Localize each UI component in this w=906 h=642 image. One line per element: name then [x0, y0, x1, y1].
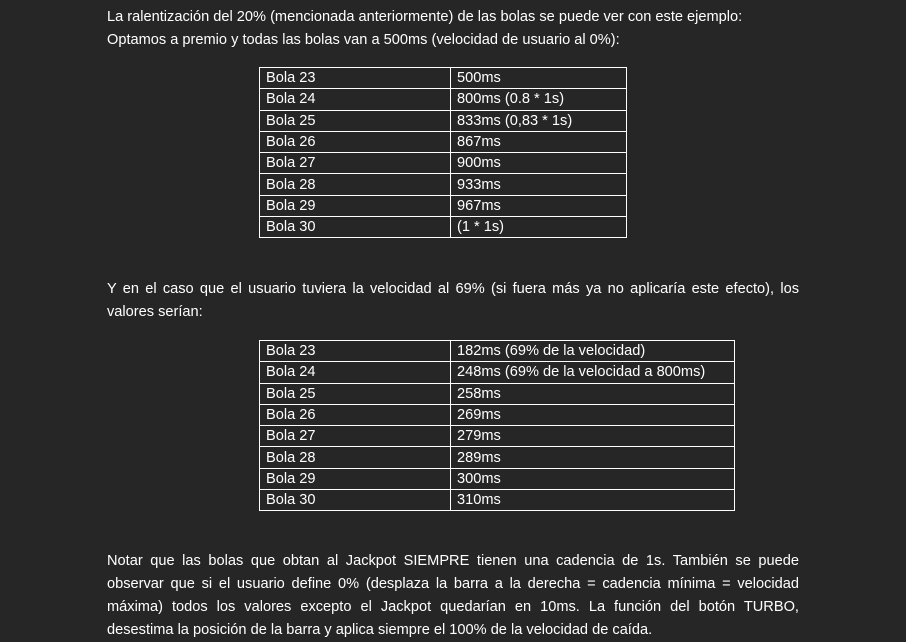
speed-cell: 800ms (0.8 * 1s)	[451, 89, 627, 110]
ball-cell: Bola 23	[260, 68, 451, 89]
table-row	[260, 153, 627, 174]
speed-cell: 289ms	[451, 447, 735, 468]
speed-cell: 833ms (0,83 * 1s)	[451, 110, 627, 131]
table-row	[260, 131, 627, 152]
speed-cell: 500ms	[451, 68, 627, 89]
ball-cell: Bola 28	[260, 174, 451, 195]
speed-cell: 182ms (69% de la velocidad)	[451, 341, 735, 362]
note-line: observar que si el usuario define 0% (desplaza la barra a la derecha = cadencia mínima = velocidad	[107, 576, 799, 592]
ball-cell: Bola 30	[260, 490, 451, 511]
speed-cell: 310ms	[451, 490, 735, 511]
note-line: desestima la posición de la barra y aplica siempre el 100% de la velocidad de caída.	[107, 622, 653, 638]
note-line: máxima) todos los valores excepto el Jackpot quedarían en 10ms. La función del botón TURBO,	[107, 599, 799, 615]
intro-line: Optamos a premio y todas las bolas van a 500ms (velocidad de usuario al 0%):	[107, 32, 620, 48]
speed-cell: 258ms	[451, 383, 735, 404]
ball-cell: Bola 23	[260, 341, 451, 362]
table-row	[260, 362, 735, 383]
ball-cell: Bola 28	[260, 447, 451, 468]
ball-cell: Bola 27	[260, 426, 451, 447]
ball-cell: Bola 29	[260, 195, 451, 216]
speed-table-user-69	[259, 340, 735, 511]
table-row	[260, 383, 735, 404]
table-row	[260, 490, 735, 511]
speed-cell: (1 * 1s)	[451, 217, 627, 238]
table-row	[260, 68, 627, 89]
ball-cell: Bola 29	[260, 468, 451, 489]
table-row	[260, 89, 627, 110]
table-row	[260, 217, 627, 238]
table-row	[260, 426, 735, 447]
ball-cell: Bola 25	[260, 383, 451, 404]
speed-cell: 269ms	[451, 404, 735, 425]
ball-cell: Bola 25	[260, 110, 451, 131]
table-row	[260, 174, 627, 195]
speed-cell: 300ms	[451, 468, 735, 489]
speed-cell: 867ms	[451, 131, 627, 152]
speed-table-user-0	[259, 67, 627, 238]
intro-line: La ralentización del 20% (mencionada anteriormente) de las bolas se puede ver con este ejemplo:	[107, 9, 743, 25]
ball-cell: Bola 24	[260, 362, 451, 383]
ball-cell: Bola 26	[260, 404, 451, 425]
speed-cell: 900ms	[451, 153, 627, 174]
table-row	[260, 341, 735, 362]
speed-cell: 967ms	[451, 195, 627, 216]
table-row	[260, 447, 735, 468]
note-line: Notar que las bolas que obtan al Jackpot SIEMPRE tienen una cadencia de 1s. También se puede	[107, 553, 799, 569]
ball-cell: Bola 27	[260, 153, 451, 174]
intro-paragraph	[107, 6, 799, 52]
note-paragraph	[107, 550, 799, 642]
second-case-line: Y en el caso que el usuario tuviera la velocidad al 69% (si fuera más ya no aplicaría este efecto), los	[107, 281, 799, 297]
ball-cell: Bola 30	[260, 217, 451, 238]
table-row	[260, 195, 627, 216]
speed-cell: 933ms	[451, 174, 627, 195]
second-case-line: valores serían:	[107, 304, 203, 320]
ball-cell: Bola 24	[260, 89, 451, 110]
ball-cell: Bola 26	[260, 131, 451, 152]
table-row	[260, 404, 735, 425]
speed-cell: 248ms (69% de la velocidad a 800ms)	[451, 362, 735, 383]
table-row	[260, 468, 735, 489]
speed-cell: 279ms	[451, 426, 735, 447]
table-row	[260, 110, 627, 131]
second-case-paragraph	[107, 278, 799, 324]
